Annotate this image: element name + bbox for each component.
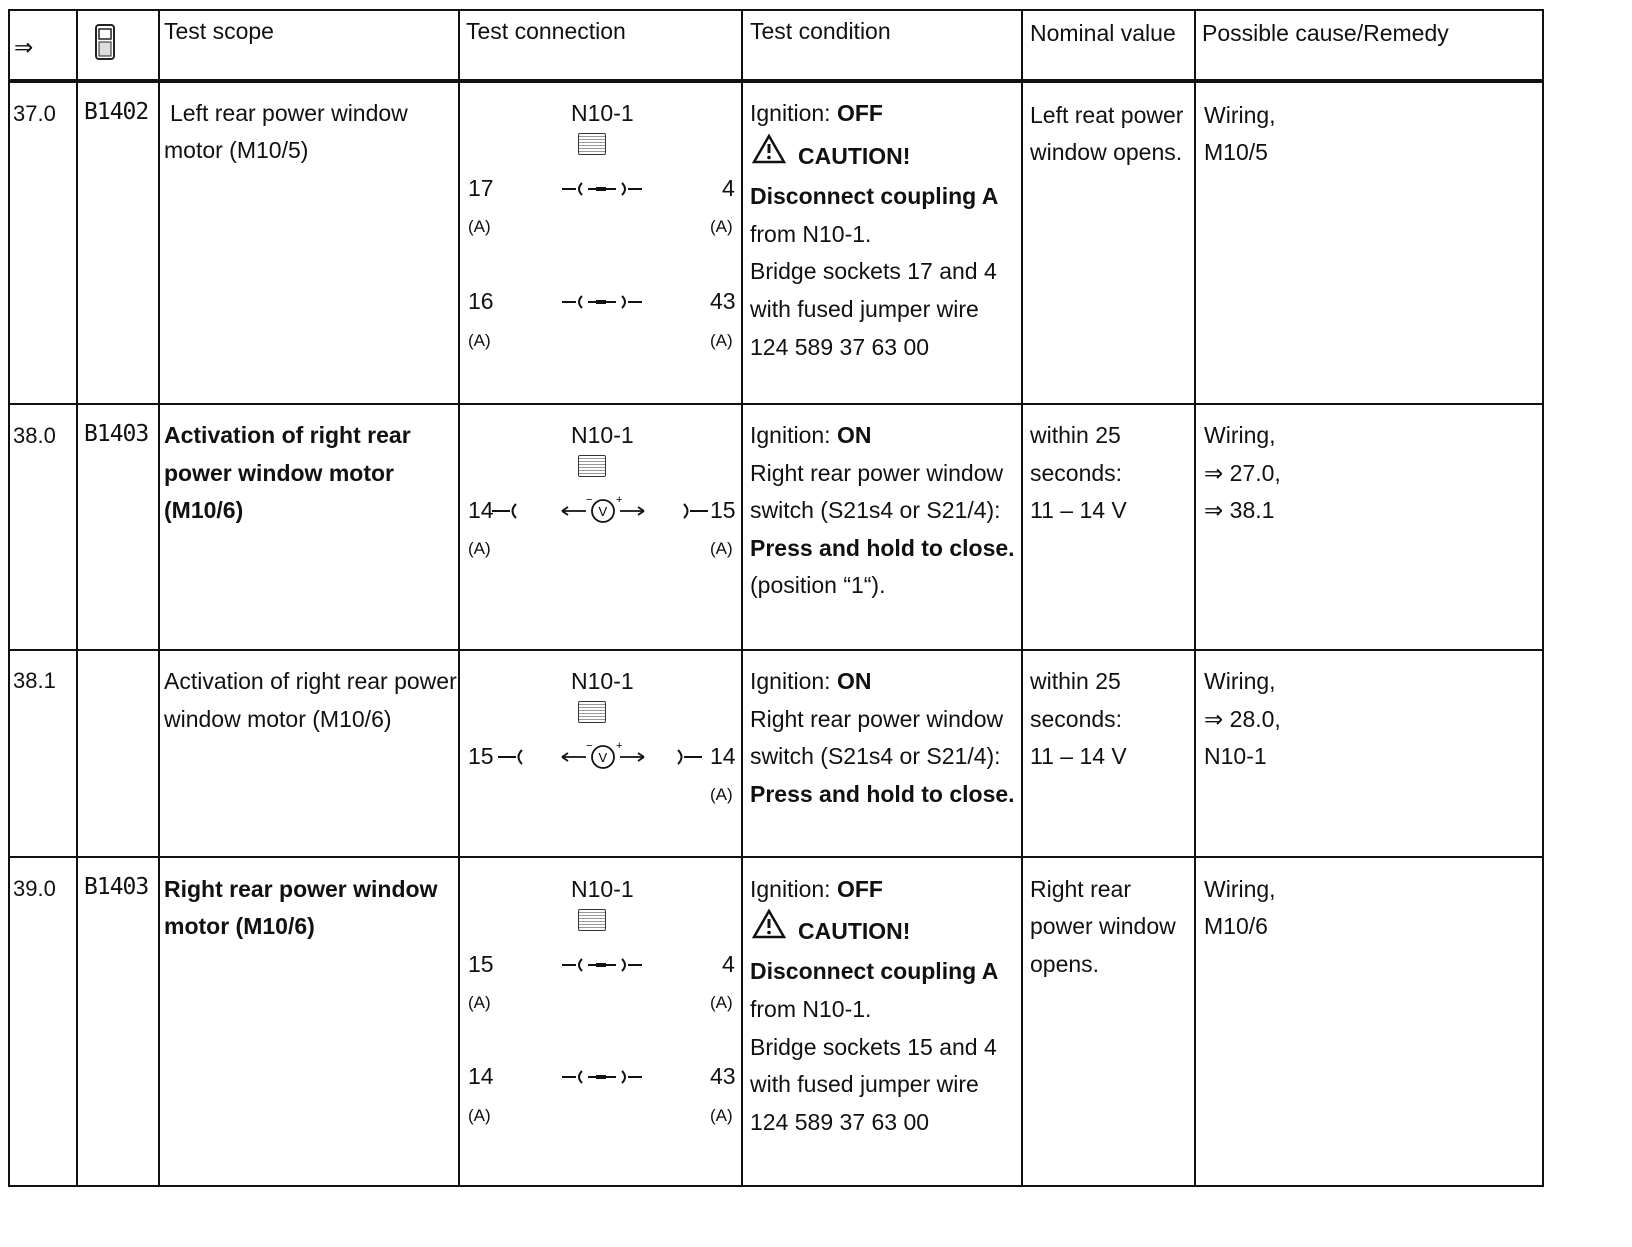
condition-line: Bridge sockets 15 and 4 xyxy=(750,1034,997,1060)
meter-minus: − xyxy=(586,740,593,752)
pin-left: 17 xyxy=(468,175,494,201)
pin-right-sub: (A) xyxy=(710,217,733,236)
pin-left: 15 xyxy=(468,951,494,977)
unit-label: N10-1 xyxy=(571,668,634,694)
connector-icon xyxy=(578,909,606,931)
nominal-line: within 25 xyxy=(1030,668,1121,694)
ignition-label: Ignition: xyxy=(750,422,831,448)
caution-label: CAUTION! xyxy=(798,143,911,169)
condition-line: switch (S21s4 or S21/4): xyxy=(750,743,1001,769)
header-possible-cause: Possible cause/Remedy xyxy=(1202,20,1449,46)
cause-line: N10-1 xyxy=(1204,743,1267,769)
ignition-line xyxy=(750,94,883,133)
scope-line: Left rear power window xyxy=(170,100,408,126)
pin-left-sub: (A) xyxy=(468,217,491,236)
cause-line: ⇒ 28.0, xyxy=(1204,706,1281,732)
fault-code: B1403 xyxy=(84,874,149,900)
condition-line: from N10-1. xyxy=(750,996,872,1022)
voltmeter-icon xyxy=(560,741,646,775)
pin-left: 14 xyxy=(468,497,494,523)
scope-line: motor (M10/6) xyxy=(164,913,315,939)
ignition-label: Ignition: xyxy=(750,100,831,126)
connector-icon xyxy=(578,701,606,723)
probe-left-icon xyxy=(498,747,528,767)
scope-line: power window motor xyxy=(164,460,394,486)
scope-line: Activation of right rear xyxy=(164,422,411,448)
condition-line: Disconnect coupling A xyxy=(750,958,999,984)
cause-line: ⇒ 38.1 xyxy=(1204,497,1275,523)
nominal-line: seconds: xyxy=(1030,460,1123,486)
header-nominal-value: Nominal value xyxy=(1030,20,1176,46)
scope-line: Activation of right rear power xyxy=(164,668,457,694)
scope-line: (M10/6) xyxy=(164,497,244,523)
nominal-line: 11 – 14 V xyxy=(1030,743,1127,769)
condition-line: Right rear power window xyxy=(750,706,1004,732)
condition-line: with fused jumper wire xyxy=(750,296,979,322)
nominal-line: 11 – 14 V xyxy=(1030,497,1127,523)
ignition-label: Ignition: xyxy=(750,668,831,694)
unit-label: N10-1 xyxy=(571,876,634,902)
nominal-line: seconds: xyxy=(1030,706,1123,732)
header-test-scope: Test scope xyxy=(164,18,274,44)
nominal-line: Right rear xyxy=(1030,876,1131,902)
pin-right-sub: (A) xyxy=(710,993,733,1012)
step-number: 39.0 xyxy=(13,876,56,901)
condition-line: Disconnect coupling A xyxy=(750,183,999,209)
ignition-label: Ignition: xyxy=(750,876,831,902)
nominal-line: power window xyxy=(1030,913,1176,939)
pin-right: 43 xyxy=(710,288,736,314)
unit-label: N10-1 xyxy=(571,100,634,126)
step-number: 38.1 xyxy=(13,668,56,693)
header-arrow: ⇒ xyxy=(14,34,34,60)
warning-triangle-icon xyxy=(752,909,786,939)
condition-line: 124 589 37 63 00 xyxy=(750,334,930,360)
meter-plus: + xyxy=(616,494,623,506)
cause-line: M10/6 xyxy=(1204,913,1268,939)
condition-line: Right rear power window xyxy=(750,460,1004,486)
ignition-value: ON xyxy=(836,668,872,694)
unit-label: N10-1 xyxy=(571,422,634,448)
condition-line: Press and hold to close. xyxy=(750,535,1015,561)
jumper-icon xyxy=(562,179,642,199)
scope-line: motor (M10/5) xyxy=(164,137,309,163)
nominal-line: Left reat power xyxy=(1030,102,1184,128)
connector-icon xyxy=(578,133,606,155)
fault-code: B1403 xyxy=(84,421,149,447)
ignition-value: OFF xyxy=(836,876,883,902)
pin-right-sub: (A) xyxy=(710,1106,733,1125)
condition-line: with fused jumper wire xyxy=(750,1071,979,1097)
meter-minus: − xyxy=(586,494,593,506)
condition-line: (position “1“). xyxy=(750,572,886,598)
step-number: 37.0 xyxy=(13,101,56,126)
ignition-line xyxy=(750,662,871,701)
pin-right: 43 xyxy=(710,1063,736,1089)
pin-left-sub: (A) xyxy=(468,1106,491,1125)
tester-icon xyxy=(94,23,116,63)
cause-line: Wiring, xyxy=(1204,102,1276,128)
step-number: 38.0 xyxy=(13,423,56,448)
voltmeter-icon xyxy=(560,495,646,529)
meter-plus: + xyxy=(616,740,623,752)
jumper-icon xyxy=(562,1067,642,1087)
warning-triangle-icon xyxy=(752,134,786,164)
pin-left: 16 xyxy=(468,288,494,314)
probe-right-icon xyxy=(672,747,702,767)
ignition-value: OFF xyxy=(836,100,883,126)
pin-right-sub: (A) xyxy=(710,331,733,350)
pin-left-sub: (A) xyxy=(468,993,491,1012)
condition-line: switch (S21s4 or S21/4): xyxy=(750,497,1001,523)
probe-left-icon xyxy=(492,501,522,521)
pin-right: 4 xyxy=(722,175,735,201)
nominal-line: opens. xyxy=(1030,951,1100,977)
pin-left-sub: (A) xyxy=(468,331,491,350)
pin-left: 14 xyxy=(468,1063,494,1089)
scope-line: Right rear power window xyxy=(164,876,438,902)
condition-line: Press and hold to close. xyxy=(750,781,1015,807)
cause-line: ⇒ 27.0, xyxy=(1204,460,1281,486)
pin-left-sub: (A) xyxy=(468,539,491,558)
ignition-value: ON xyxy=(836,422,872,448)
jumper-icon xyxy=(562,292,642,312)
meter-symbol: V xyxy=(598,504,608,519)
ignition-line xyxy=(750,416,871,455)
condition-line: 124 589 37 63 00 xyxy=(750,1109,930,1135)
pin-right: 4 xyxy=(722,951,735,977)
cause-line: Wiring, xyxy=(1204,668,1276,694)
jumper-icon xyxy=(562,955,642,975)
pin-left: 15 xyxy=(468,743,494,769)
nominal-line: within 25 xyxy=(1030,422,1121,448)
test-table xyxy=(8,9,1620,1247)
caution-label: CAUTION! xyxy=(798,918,911,944)
pin-right: 14 xyxy=(710,743,736,769)
cause-line: M10/5 xyxy=(1204,139,1268,165)
scope-line: window motor (M10/6) xyxy=(164,706,392,732)
header-test-condition: Test condition xyxy=(750,18,891,44)
nominal-line: window opens. xyxy=(1030,139,1183,165)
condition-line: from N10-1. xyxy=(750,221,872,247)
condition-line: Bridge sockets 17 and 4 xyxy=(750,258,997,284)
fault-code: B1402 xyxy=(84,99,149,125)
connector-icon xyxy=(578,455,606,477)
pin-right-sub: (A) xyxy=(710,539,733,558)
pin-right-sub: (A) xyxy=(710,785,733,804)
ignition-line xyxy=(750,870,883,909)
meter-symbol: V xyxy=(598,750,608,765)
cause-line: Wiring, xyxy=(1204,876,1276,902)
header-test-connection: Test connection xyxy=(466,18,626,44)
pin-right: 15 xyxy=(710,497,736,523)
probe-right-icon xyxy=(678,501,708,521)
cause-line: Wiring, xyxy=(1204,422,1276,448)
